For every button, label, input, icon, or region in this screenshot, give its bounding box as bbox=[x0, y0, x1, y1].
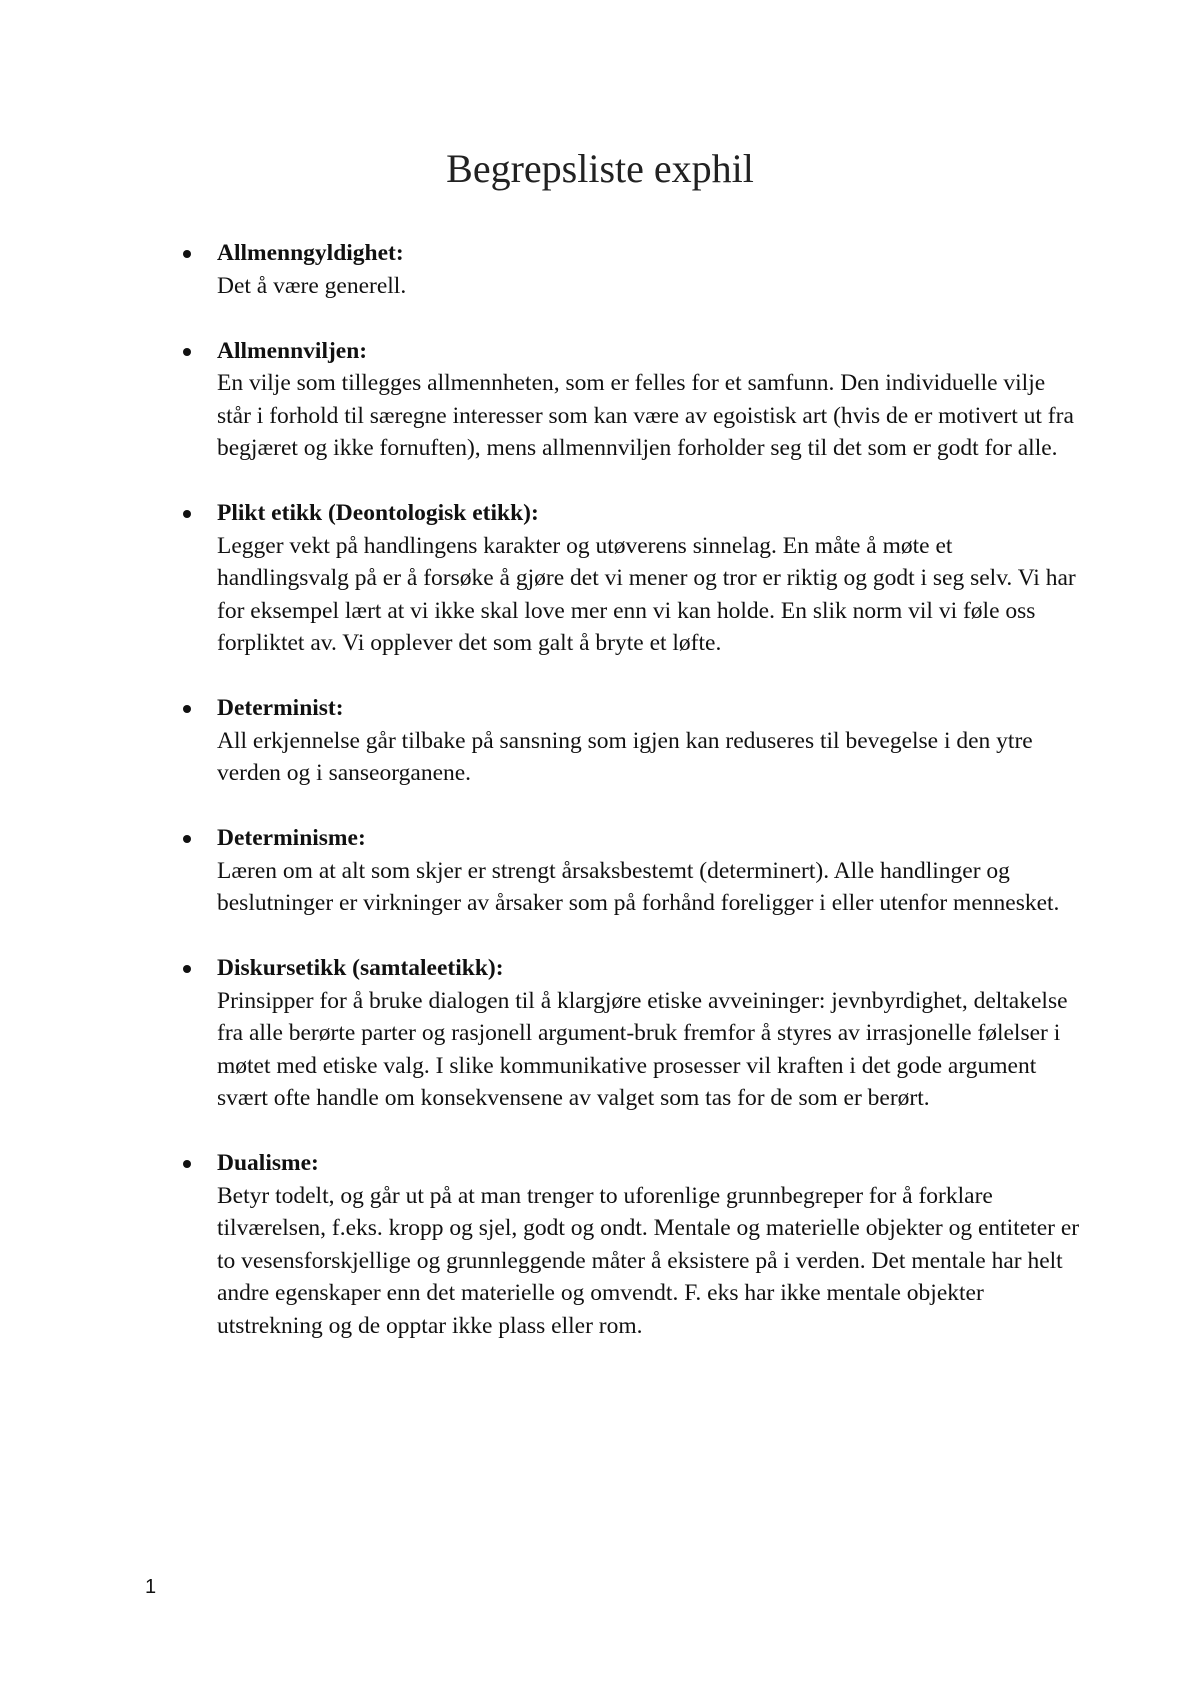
term-heading: Allmennviljen: bbox=[217, 337, 368, 364]
term-definition: All erkjennelse går tilbake på sansning som igjen kan reduseres til bevegelse i den ytre verden og i sanseorganene. bbox=[217, 727, 1033, 786]
list-item bbox=[0, 497, 1200, 660]
bullet-icon bbox=[183, 1160, 191, 1168]
bullet-icon bbox=[183, 705, 191, 713]
page-number: 1 bbox=[145, 1576, 157, 1598]
term-heading: Allmenngyldighet: bbox=[217, 240, 404, 266]
list-item bbox=[0, 952, 1200, 1115]
term-definition: Det å være generell. bbox=[217, 272, 407, 299]
bullet-icon bbox=[183, 965, 191, 973]
list-item bbox=[0, 1147, 1200, 1342]
bullet-icon bbox=[183, 250, 191, 258]
list-item bbox=[0, 335, 1200, 465]
term-heading: Determinist: bbox=[217, 695, 344, 721]
bullet-icon bbox=[183, 510, 191, 518]
list-item bbox=[0, 822, 1200, 920]
term-definition: Legger vekt på handlingens karakter og utøverens sinnelag. En måte å møte et handlingsvalg på er å forsøke å gjøre det vi mener og tror er riktig og godt i seg selv. Vi har for eksempel lært at vi ikke skal love mer enn vi kan holde. En slik norm vil vi føle oss forpliktet av. Vi opplever det som galt å bryte et løfte. bbox=[217, 532, 1076, 656]
term-heading: Plikt etikk (Deontologisk etikk): bbox=[217, 500, 539, 526]
bullet-icon bbox=[183, 348, 191, 356]
term-definition: En vilje som tillegges allmennheten, som er felles for et samfunn. Den individuelle vilje står i forhold til særegne interesser som kan være av egoistisk art (hvis de er motivert ut fra begjæret og ikke fornuften), mens allmennviljen forholder seg til det som er godt for alle. bbox=[217, 370, 1074, 461]
term-definition: Betyr todelt, og går ut på at man trenger to uforenlige grunnbegreper for å forklare tilværelsen, f.eks. kropp og sjel, godt og ondt. Mentale og materielle objekter og entiteter er to vesensforskjellige og grunnleggende måter å eksistere på i verden. Det mentale har helt andre egenskaper enn det materielle og omvendt. F. eks har ikke mentale objekter utstrekning og de opptar ikke plass eller rom. bbox=[217, 1182, 1080, 1339]
term-heading: Determinisme: bbox=[217, 825, 366, 851]
term-definition: Læren om at alt som skjer er strengt årsaksbestemt (determinert). Alle handlinger og beslutninger er virkninger av årsaker som på forhånd foreligger i eller utenfor mennesket. bbox=[217, 857, 1060, 916]
term-definition: Prinsipper for å bruke dialogen til å klargjøre etiske avveininger: jevnbyrdighet, deltakelse fra alle berørte parter og rasjonell argument-bruk fremfor å styres av irrasjonelle følelser i møtet med etiske valg. I slike kommunikative prosesser vil kraften i det gode argument svært ofte handle om konsekvensene av valget som tas for de som er berørt. bbox=[217, 987, 1068, 1111]
list-item bbox=[0, 237, 1200, 302]
term-list bbox=[0, 237, 1200, 1375]
term-heading: Dualisme: bbox=[217, 1150, 319, 1176]
page-title: Begrepsliste exphil bbox=[446, 146, 754, 191]
list-item bbox=[0, 692, 1200, 790]
term-heading: Diskursetikk (samtaleetikk): bbox=[217, 955, 504, 981]
bullet-icon bbox=[183, 835, 191, 843]
